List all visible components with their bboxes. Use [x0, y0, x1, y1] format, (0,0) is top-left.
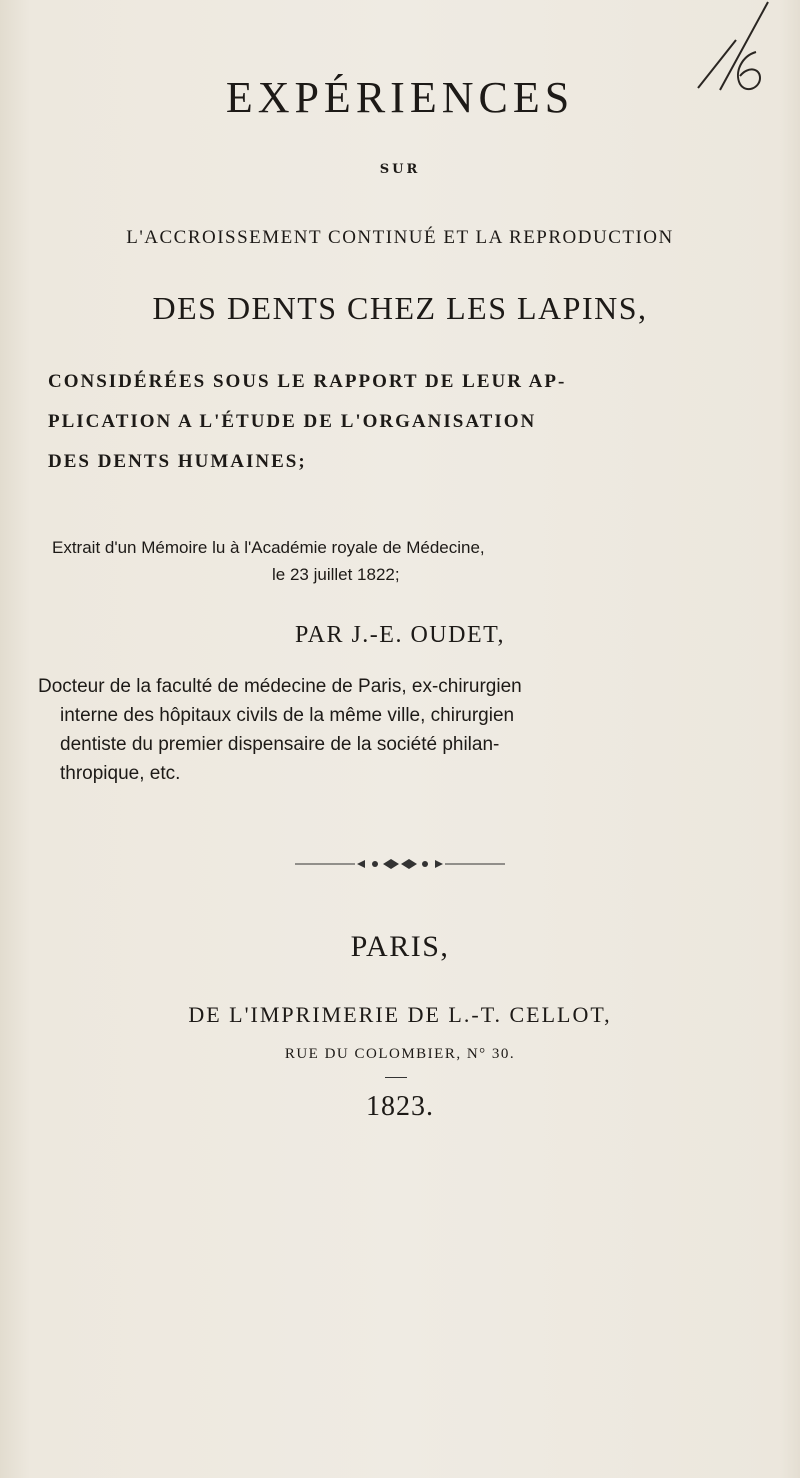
credentials-line: dentiste du premier dispensaire de la société philan-: [60, 734, 500, 755]
ornament-divider: [295, 858, 505, 870]
credentials-line: thropique, etc.: [60, 763, 181, 784]
main-title: EXPÉRIENCES: [225, 73, 575, 122]
credentials-line: interne des hôpitaux civils de la même ville, chirurgien: [60, 705, 515, 726]
short-rule: [385, 1077, 407, 1078]
printer-address: RUE DU COLOMBIER, N° 30.: [284, 1046, 516, 1062]
credentials-line: Docteur de la faculté de médecine de Paris, ex-chirurgien: [38, 676, 522, 697]
title-preposition: SUR: [379, 162, 421, 177]
consideration-block: [48, 362, 748, 482]
extract-note: [52, 534, 752, 588]
consideration-line: DES DENTS HUMAINES;: [48, 451, 307, 472]
extract-date-line: le 23 juillet 1822;: [272, 565, 400, 584]
author-credentials: [38, 672, 768, 788]
printer-line: DE L'IMPRIMERIE DE L.-T. CELLOT,: [188, 1002, 612, 1027]
subtitle-line-1: L'ACCROISSEMENT CONTINUÉ ET LA REPRODUCTION: [126, 227, 674, 248]
author-line: PAR J.-E. OUDET,: [294, 622, 505, 648]
extract-line: Extrait d'un Mémoire lu à l'Académie royale de Médecine,: [52, 538, 485, 557]
place-of-publication: PARIS,: [350, 930, 450, 963]
consideration-line: PLICATION A L'ÉTUDE DE L'ORGANISATION: [48, 411, 537, 432]
consideration-line: CONSIDÉRÉES SOUS LE RAPPORT DE LEUR AP-: [48, 371, 567, 392]
subtitle-line-2: DES DENTS CHEZ LES LAPINS,: [152, 290, 648, 326]
publication-year: 1823.: [366, 1091, 434, 1122]
